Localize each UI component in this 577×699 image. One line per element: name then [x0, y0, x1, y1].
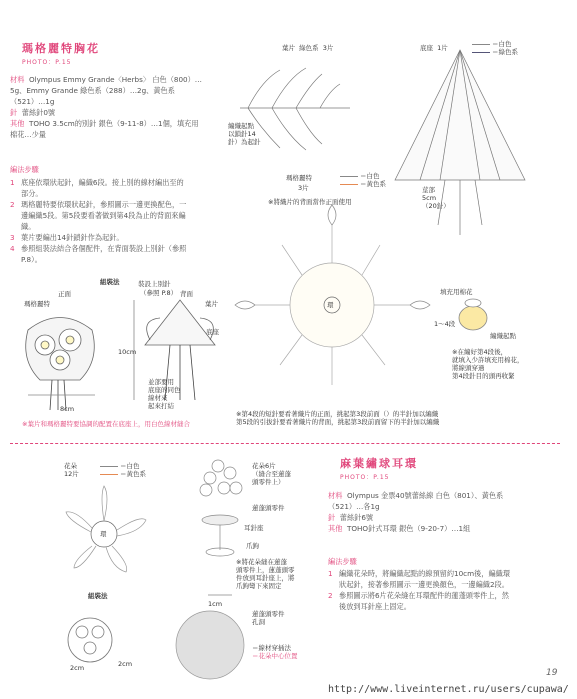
step-item: 織。 [21, 222, 36, 231]
daisy-note: ※將織片的背面當作正面使用 [268, 198, 352, 206]
earring-note: ※將花朵縫在蓮蓬 頭零件上，蓮蓬頭零 件放到耳針座上，將 爪鉤彎下來固定 [236, 558, 295, 590]
earring-claw-label: 爪鉤 [246, 542, 259, 550]
watermark-url: http://www.liveinternet.ru/users/cupawa/ [328, 684, 569, 695]
step-item: 邊編織5段。第5段要看著做到第4段為止的背面來編 [21, 211, 186, 220]
base-title: 底座 1片 [420, 44, 448, 52]
step-item: 2 瑪格麗特要依環狀起針，參照圖示一邊更換配色，一 [10, 200, 187, 209]
daisy-title: 瑪格麗特 [286, 174, 312, 182]
base-diagram [395, 50, 525, 235]
materials-line: 材料 Olympus 金票40號蕾絲線 白色（801）、黃色系 [328, 491, 504, 500]
page-number: 19 [546, 668, 558, 678]
materials-line: （521）…1g [10, 97, 55, 106]
earring-size: 1cm [208, 600, 223, 608]
stem-label: 莖部 5cm （20針） [422, 186, 450, 210]
hook-line: 針 蕾絲針0號 [10, 108, 56, 117]
earring-steps-title: 編法步驟 [328, 557, 357, 566]
daisy-diagram [235, 205, 430, 385]
rows-label: 1〜4段 [434, 320, 456, 328]
back-label: 背面 [180, 290, 193, 298]
front-label: 正面 [58, 290, 71, 298]
photo-ref: PHOTO：P.15 [22, 59, 72, 66]
leaf-label-assembly: 葉片 [205, 300, 218, 308]
steps-title: 編法步驟 [10, 165, 39, 174]
filling-diagram [459, 299, 487, 330]
earring-part-label: 蓮蓬頭零件 [252, 504, 285, 512]
step-item: 4 參照組裝法結合各個配件，在背面裝設上別針（參照 [10, 244, 187, 253]
filling-label: 填充用棉花 [440, 288, 473, 296]
assembly-title: 組裝法 [100, 278, 120, 286]
base-label-assembly: 底座 [206, 328, 219, 336]
assembly-note: ※葉片和瑪格麗特要協調的配置在底座上，用白色線材縫合 [22, 420, 190, 428]
start-label: 編織起點 [490, 332, 516, 340]
other-line: 其他 TOHO針式耳環 銀色（9-20-7）…1組 [328, 524, 471, 533]
step-item: 2 參照圖示將6片花朵縫在耳環配件的蓮蓬頭零件上，然 [328, 591, 509, 600]
dim-2: 2cm [118, 660, 133, 668]
pin-label: 裝設上別針 [138, 280, 171, 288]
front-bouquet-drawing [26, 318, 95, 411]
earring-diagram [176, 460, 244, 679]
pattern-title: 瑪格麗特胸花 [22, 42, 100, 55]
daisy-bottom-note: ※第4段的短針要看著織片的正面，挑起第3段前面（）的半針加以編織 第5段的引拔針要看著織片的背面，挑起第3段前面留下的半針加以編織 [236, 410, 440, 426]
materials-line: 材料 Olympus Emmy Grande〈Herbs〉 白色（800）… [10, 75, 202, 84]
materials-line: 5g、Emmy Grande 綠色系（288）…2g、黃色系 [10, 86, 175, 95]
leaf-start-note: 編織起點 以鎖針14 針）為起針 [228, 122, 261, 146]
width-dim: 8cm [60, 405, 75, 413]
pin-ref: （參照 P.8） [140, 289, 178, 297]
flower-title: 花朵 12片 [64, 462, 79, 478]
earring-title: 麻葉繡球耳環 [340, 457, 418, 470]
flower-ring: 環 [100, 530, 107, 538]
section-divider [10, 443, 560, 444]
step-item: P.8）。 [21, 255, 42, 264]
earring-part-hole: 蓮蓬頭零件 孔洞 [252, 610, 285, 626]
daisy-count: 3片 [298, 184, 309, 192]
materials-line: 棉花…少量 [10, 130, 46, 139]
hook-line: 針 蕾絲針6號 [328, 513, 374, 522]
step-item: 3 葉片要編出14針鎖針作為起針。 [10, 233, 124, 242]
base-legend: ＝白色 ＝綠色系 [472, 40, 518, 56]
bottom-assembly-drawing [68, 618, 112, 662]
side-note: 並部要用 底座的同色 線材來 起來打結 [148, 378, 181, 410]
earring-flowers-label: 花朵6片 （縫合至蓮蓬 頭零件上） [252, 462, 291, 486]
back-bouquet-drawing [134, 300, 215, 400]
flower-diagram [66, 486, 146, 572]
earring-legend: ＝線材穿插法 ＝花朵中心位置 [252, 644, 298, 660]
other-line: 其他 TOHO 3.5cm的別針 銀色（9-11-8）…1個，填充用 [10, 119, 199, 128]
step-item: 部分。 [21, 189, 43, 198]
daisy-label: 瑪格麗特 [24, 300, 50, 308]
height-dim: 10cm [118, 348, 137, 356]
bottom-assembly-title: 組裝法 [88, 592, 108, 600]
earring-materials [328, 490, 568, 534]
leaf-title: 葉片 綠色系 3片 [282, 44, 334, 52]
earring-steps-list [328, 568, 568, 612]
daisy-ring: 環 [327, 301, 334, 309]
materials-line: （521）…各1g [328, 502, 380, 511]
step-item: 後放到耳針座上固定。 [339, 602, 411, 611]
earring-seat-label: 耳針座 [244, 524, 264, 532]
step-item: 1 編織花朵時，將編織起點的線預留約10cm後，編織環 [328, 569, 511, 578]
daisy-legend: ＝白色 ＝黃色系 [340, 172, 386, 188]
earring-photo-ref: PHOTO：P.15 [340, 474, 390, 481]
dim-1: 2cm [70, 664, 85, 672]
flower-legend: ＝白色 ＝黃色系 [100, 462, 146, 478]
step-item: 狀起針，接著參照圖示一邊更換顏色，一邊編織2段。 [339, 580, 509, 589]
step-item: 1 底座依環狀起針，編織6段。接上別的線材編出至的 [10, 178, 184, 187]
filling-note: ※在編好第4段後， 就填入少許填充用棉花， 將線頭穿過 第4段針目的頭再收緊 [452, 348, 524, 380]
